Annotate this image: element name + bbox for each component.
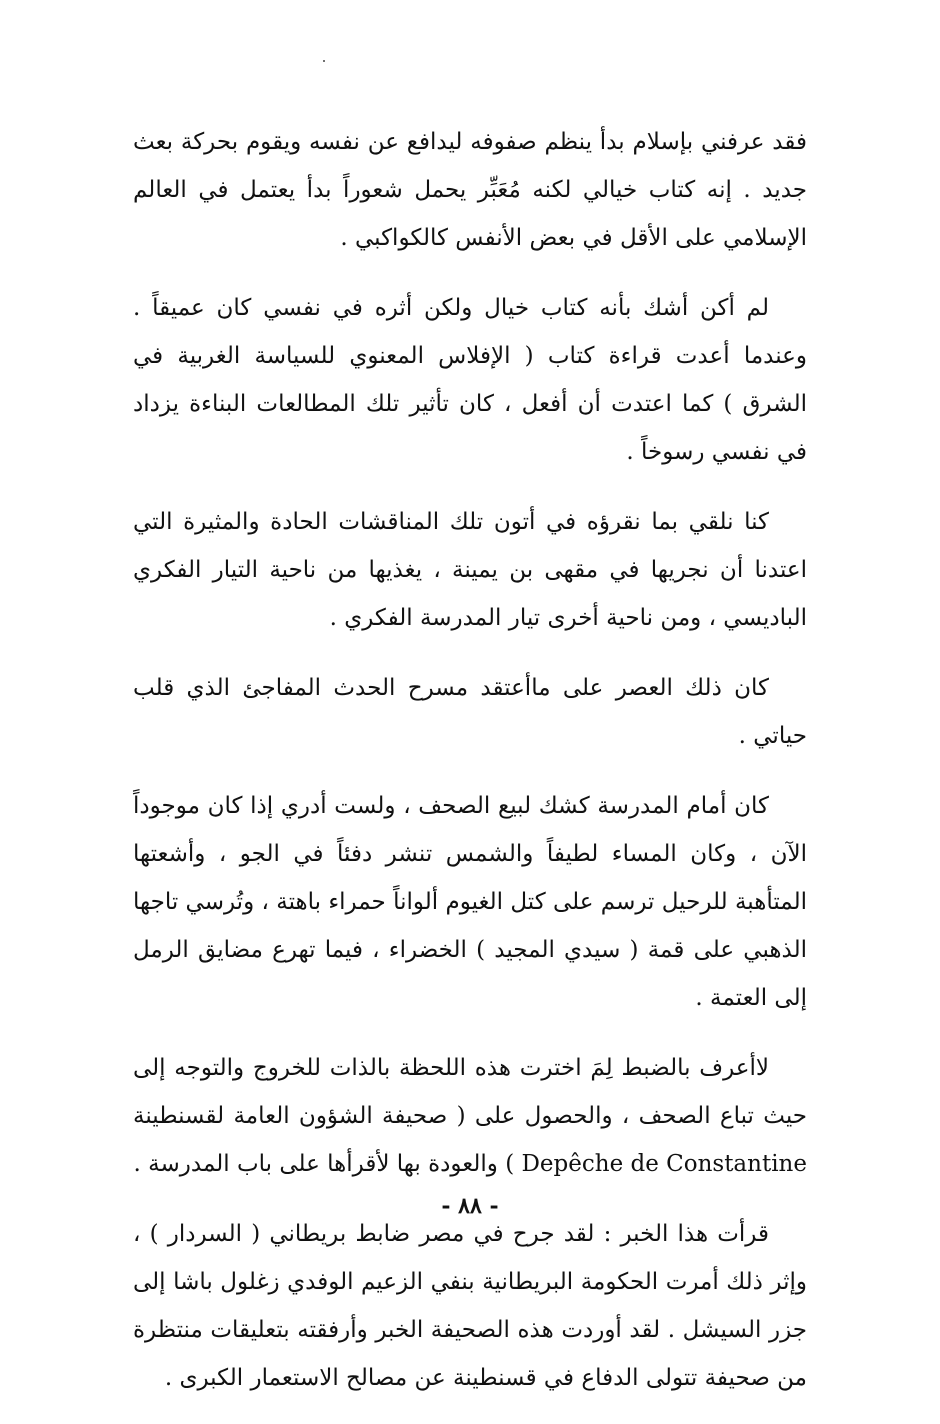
page-number: - ٨٨ - [441, 1193, 499, 1219]
paragraph-1: فقد عرفني بإسلام بدأ ينظم صفوفه ليدافع عن نفسه ويقوم بحركة بعث جديد . إنه كتاب خيالي لكنه مُعَبِّر يحمل شعوراً بدأ يعتمل في العالم الإسلامي على الأقل في بعض الأنفس كالكواكبي . [133, 129, 807, 251]
body-text [133, 118, 807, 1424]
paragraph-4: كان ذلك العصر على ماأعتقد مسرح الحدث المفاجئ الذي قلب حياتي . [133, 675, 807, 749]
paragraph-6: لاأعرف بالضبط لِمَ اخترت هذه اللحظة بالذات للخروج والتوجه إلى حيث تباع الصحف ، والحصول على ( صحيفة الشؤون العامة لقسنطينة Depêche de Constantine ) والعودة بها لأقرأها على باب المدرسة . [133, 1055, 807, 1177]
paragraph-2: لم أكن أشك بأنه كتاب خيال ولكن أثره في نفسي كان عميقاً . وعندما أعدت قراءة كتاب ( الإفلاس المعنوي للسياسة الغربية في الشرق ) كما اعتدت أن أفعل ، كان تأثير تلك المطالعات البناءة يزداد في نفسي رسوخاً . [133, 295, 807, 465]
paragraph-5: كان أمام المدرسة كشك لبيع الصحف ، ولست أدري إذا كان موجوداً الآن ، وكان المساء لطيفاً والشمس تنشر دفئاً في الجو ، وأشعتها المتأهبة للرحيل ترسم على كتل الغيوم ألواناً حمراء باهتة ، وتُرسي تاجها الذهبي على قمة ( سيدي المجيد ) الخضراء ، فيما تهرع مضايق الرمل إلى العتمة . [133, 793, 807, 1011]
paragraph-3: كنا نلقي بما نقرؤه في أتون تلك المناقشات الحادة والمثيرة التي اعتدنا أن نجريها في مقهى بن يمينة ، يغذيها من ناحية التيار الفكري الباديسي ، ومن ناحية أخرى تيار المدرسة الفكري . [133, 509, 807, 631]
paragraph-7: قرأت هذا الخبر : لقد جرح في مصر ضابط بريطاني ( السردار ) ، وإثر ذلك أمرت الحكومة البريطانية بنفي الزعيم الوفدي زغلول باشا إلى جزر السيشل . لقد أوردت هذه الصحيفة الخبر وأرفقته بتعليقات منتظرة من صحيفة تتولى الدفاع في قسنطينة عن مصالح الاستعمار الكبرى . [133, 1221, 807, 1391]
ink-dot [323, 60, 325, 62]
